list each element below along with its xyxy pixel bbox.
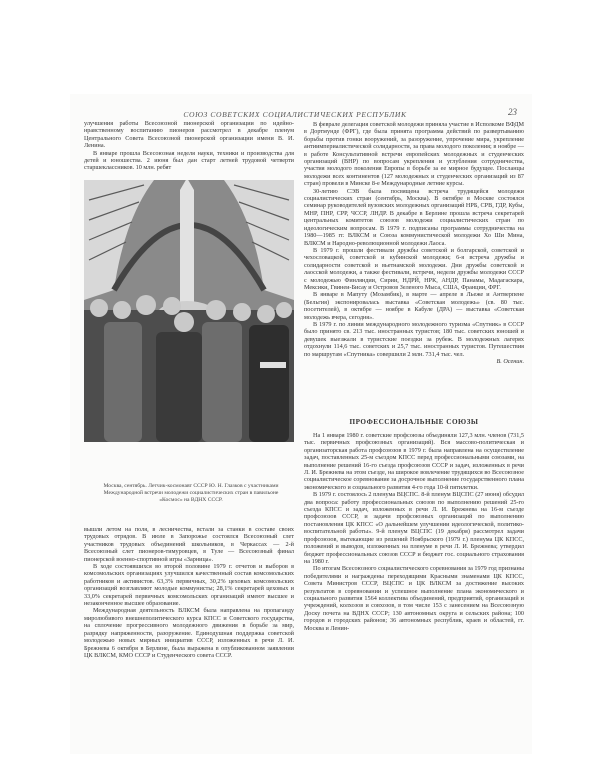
paragraph: На 1 января 1980 г. советские профсоюзы объединяли 127,3 млн. членов (731,5 тыс. первичных профсоюзных организаций). Вся массово-политическая и организаторская работа профсоюзов в 1979 г. была направлена на осуществление задач, поставленных 25-м съездом КПСС перед профессиональными союзами, на выполнение решений 16-го съезда профсоюзов СССР и задач, изложенных в речи Л. И. Брежнева на этом съезде, на широкое вовлечение трудящихся во Всесоюзное социалистическое соревнование за досрочное выполнение государственного плана экономического и социального развития 4-го года 10-й пятилетки. [304,432,524,491]
photo-illustration [84,180,294,442]
paragraph: В ходе состоявшихся во второй половине 1979 г. отчетов и выборов в комсомольских организациях улучшился качественный состав комсомольских работников и активистов. 63,3% первичных, 30,2% цеховых комсомольских организаций возглавляют молодые коммунисты; 28,1% секретарей цеховых и 33,0% секретарей первичных комсомольских организаций имеют высшее и незаконченное высшее образование. [84,563,294,608]
paragraph: 30-летию СЭВ была посвящена встреча трудящейся молодежи социалистических стран (сентябрь, Москва). В октябре в Москве состоялся семинар руководителей вузовских молодежных организаций НРБ, СРВ, ГДР, Кубы, МНР, ПНР, СРР, ЧССР, ЛНДР. В декабре в Берлине прошла встреча секретарей центральных комитетов союзов молодежи социалистических стран по идеологическим вопросам. В 1979 г. подписаны программы сотрудничества на 1980—1985 гг. ВЛКСМ и Союза коммунистической молодежи Хо Ши Мина, ВЛКСМ и Народно-революционной молодежи Лаоса. [304,187,524,247]
page-number: 23 [508,107,517,117]
photo-caption: Москва, сентябрь. Летчик-космонавт СССР Ю. Н. Глазков с участниками Международной встречи молодежи социалистических стран в павильоне «Космос» на ВДНХ СССР. [103,483,279,503]
paragraph: улучшения работы Всесоюзной пионерской организации по идейно-нравственному воспитанию пионеров рассмотрел в декабре пленум Центрального Совета Всесоюзной пионерской организации имени В. И. Ленина. [84,120,294,150]
paragraph: В 1979 г. по линии международного молодежного туризма «Спутник» в СССР было принято св. 213 тыс. иностранных туристов; 180 тыс. советских юношей и девушек выезжали в туристские поездки за рубеж. В молодежных лагерях отдохнули 114,6 тыс. советских и 25,7 тыс. иностранных туристов. Путешествия по маршрутам «Спутника» совершили 2 млн. 731,4 тыс. чел. [304,320,524,358]
paragraph: вышли летом на поля, в лесничества, встали за станки в составе своих трудовых отрядов. В июле в Запорожье состоялся Всесоюзный слет участников трудовых объединений школьников, в Черкассах — 2-й Всесоюзный слет пионеров-тимуровцев, в Туле — Всесоюзный финал пионерской военно-спортивной игры «Зарница». [84,526,294,563]
paragraph: По итогам Всесоюзного социалистического соревнования за 1979 год признаны победителями и награждены переходящими Красными знаменами ЦК КПСС, Совета Министров СССР, ВЦСПС и ЦК ВЛКСМ за достижение высоких результатов в соревновании и успешное выполнение плана экономического и социального развития 1564 коллектива объединений, предприятий, организаций и учреждений, колхозов и совхозов, в том числе 153 с занесением на Всесоюзную Доску почета на ВДНХ СССР; 130 автономных округа и сельских района; 100 городов и городских районов; 36 автономных республик, краев и областей, гг. Москва и Ленин- [304,565,525,632]
right-column-bottom [304,432,524,632]
paragraph: Международная деятельность ВЛКСМ была направлена на пропаганду миролюбивого внешнеполитического курса КПСС и Советского государства, на сплочение прогрессивного молодежного движения в борьбе за мир, разрядку напряженности, разоружение. Единодушная поддержка советской молодежью новых мирных инициатив СССР, изложенных в речи Л. И. Брежнева 6 октября в Берлине, была выражена в опубликованном заявлении ЦК ВЛКСМ, КМО СССР и Студенческого совета СССР. [84,607,294,659]
paragraph: В феврале делегация советской молодежи приняла участие в Исполкоме ВФДМ в Дортмунде (ФРГ), где была принята программа действий по развертыванию борьбы против гонки вооружений, за разоружение, упрочение мира, укрепление антиимпериалистической солидарности, за права молодого поколения; в ноябре — в работе Консультативной встречи европейских молодежных и студенческих организаций (ВНР) по вопросам укрепления и углубления сотрудничества, участия молодого поколения Европы в борьбе за ее мирное будущее. Посланцы молодежи всех континентов (127 молодежных и студенческих организаций из 87 стран) провели в Минске 8-е Международные летние курсы. [304,121,524,188]
photo-cosmos-pavilion [84,180,294,442]
left-column-top [84,120,294,172]
paragraph: В 1979 г. прошли фестивали дружбы советской и болгарской, советской и чехословацкой, советской и кубинской молодежи; 6-я встреча дружбы и солидарности советской и вьетнамской молодежи. Дни дружбы советской и лаосской молодежи, а также фестивали, встречи, недели дружбы молодежи СССР с молодежью Финляндии, Сирии, НДРЙ, НРК, АНДР, Панамы, Мадагаскара, Мексики, Гвинеи-Бисау и Островов Зеленого Мыса, США, Франции, ФРГ. [304,246,524,291]
author-signature: В. Осенин. [496,358,524,365]
paragraph: В январе прошла Всесоюзная неделя науки, техники и производства для детей и юношества. 2 июня был дан старт летней трудовой четверти старшеклассников. 10 млн. ребят [84,149,294,172]
paragraph: В 1979 г. состоялось 2 пленума ВЦСПС. 8-й пленум ВЦСПС (27 июня) обсудил два вопроса: работу профессиональных союзов по выполнению решений 25-го съезда КПСС и задач, изложенных в речи Л. И. Брежнева на 16-м съезде профсоюзов СССР, и задачи профсоюзных организаций по выполнению постановления ЦК КПСС «О дальнейшем улучшении идеологической, политико-воспитательной работы». 9-й пленум ВЦСПС (19 декабря) рассмотрел задачи профсоюзов, вытекающие из решений Ноябрьского (1979 г.) пленума ЦК КПСС, положений и выводов, изложенных на пленуме в речи Л. И. Брежнева; утвердил бюджет профессиональных союзов СССР и бюджет гос. социального страхования на 1980 г. [304,491,524,565]
left-column-bottom [84,526,294,659]
paragraph: В январе в Мапуту (Мозамбик), в марте — апреле в Льеже и Антверпене (Бельгия) экспонировалась выставка «Советская молодежь» (св. 80 тыс. посетителей), в октябре — ноябре в Кабуле (ДРА) — выставка «Советская молодежь вчера, сегодня». [304,291,524,321]
right-column-top [304,121,524,365]
section-heading: ПРОФЕССИОНАЛЬНЫЕ СОЮЗЫ [349,418,479,426]
running-title: СОЮЗ СОВЕТСКИХ СОЦИАЛИСТИЧЕСКИХ РЕСПУБЛИК [183,110,407,119]
